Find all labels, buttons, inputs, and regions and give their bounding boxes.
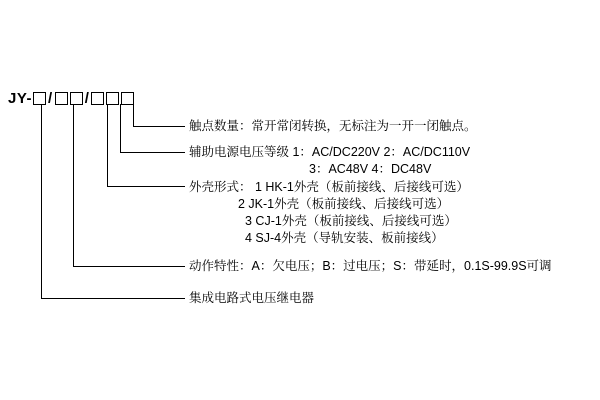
- annotation-action-characteristic-line-1: 动作特性：A：欠电压；B：过电压；S：带延时，0.1S-99.9S可调: [189, 259, 552, 273]
- model-code-separator-2: /: [84, 90, 90, 107]
- annotation-action-characteristic: [189, 258, 552, 275]
- annotation-shell-form-line-4: 4 SJ-4外壳（导轨安装、板前接线）: [245, 231, 444, 245]
- leader-line-shell-form-horizontal: [107, 186, 185, 187]
- annotation-shell-form: [189, 179, 469, 247]
- model-code: [8, 90, 135, 107]
- leader-line-contact-quantity-horizontal: [133, 126, 185, 127]
- annotation-contact-quantity-line-1: 触点数量：常开常闭转换，无标注为一开一闭触点。: [189, 119, 477, 133]
- model-code-box-2: [55, 92, 68, 105]
- annotation-shell-form-line-2: 2 JK-1外壳（板前接线、后接线可选）: [238, 197, 450, 211]
- leader-line-action-characteristic-horizontal: [73, 266, 185, 267]
- leader-line-auxiliary-voltage-vertical: [120, 104, 121, 152]
- model-code-box-5: [106, 92, 119, 105]
- annotation-auxiliary-voltage-level-line-2: 3：AC48V 4：DC48V: [309, 162, 432, 176]
- annotation-auxiliary-voltage-level: [189, 144, 470, 178]
- annotation-contact-quantity: [189, 118, 477, 135]
- leader-line-auxiliary-voltage-horizontal: [120, 152, 185, 153]
- leader-line-product-name-vertical: [41, 104, 42, 298]
- model-code-box-3: [70, 92, 83, 105]
- leader-line-contact-quantity-vertical: [133, 104, 134, 126]
- model-code-separator-1: /: [48, 90, 53, 107]
- model-code-box-4: [91, 92, 104, 105]
- leader-line-shell-form-vertical: [107, 104, 108, 186]
- model-code-box-1: [33, 92, 46, 105]
- annotation-product-name: [189, 290, 314, 307]
- leader-line-product-name-horizontal: [41, 298, 185, 299]
- annotation-shell-form-line-3: 3 CJ-1外壳（板前接线、后接线可选）: [245, 214, 457, 228]
- annotation-shell-form-line-1: 外壳形式： 1 HK-1外壳（板前接线、后接线可选）: [189, 180, 469, 194]
- leader-line-action-characteristic-vertical: [73, 104, 74, 266]
- annotation-product-name-line-1: 集成电路式电压继电器: [189, 291, 315, 305]
- model-code-prefix: JY-: [8, 90, 33, 107]
- annotation-auxiliary-voltage-level-line-1: 辅助电源电压等级 1：AC/DC220V 2：AC/DC110V: [189, 145, 471, 159]
